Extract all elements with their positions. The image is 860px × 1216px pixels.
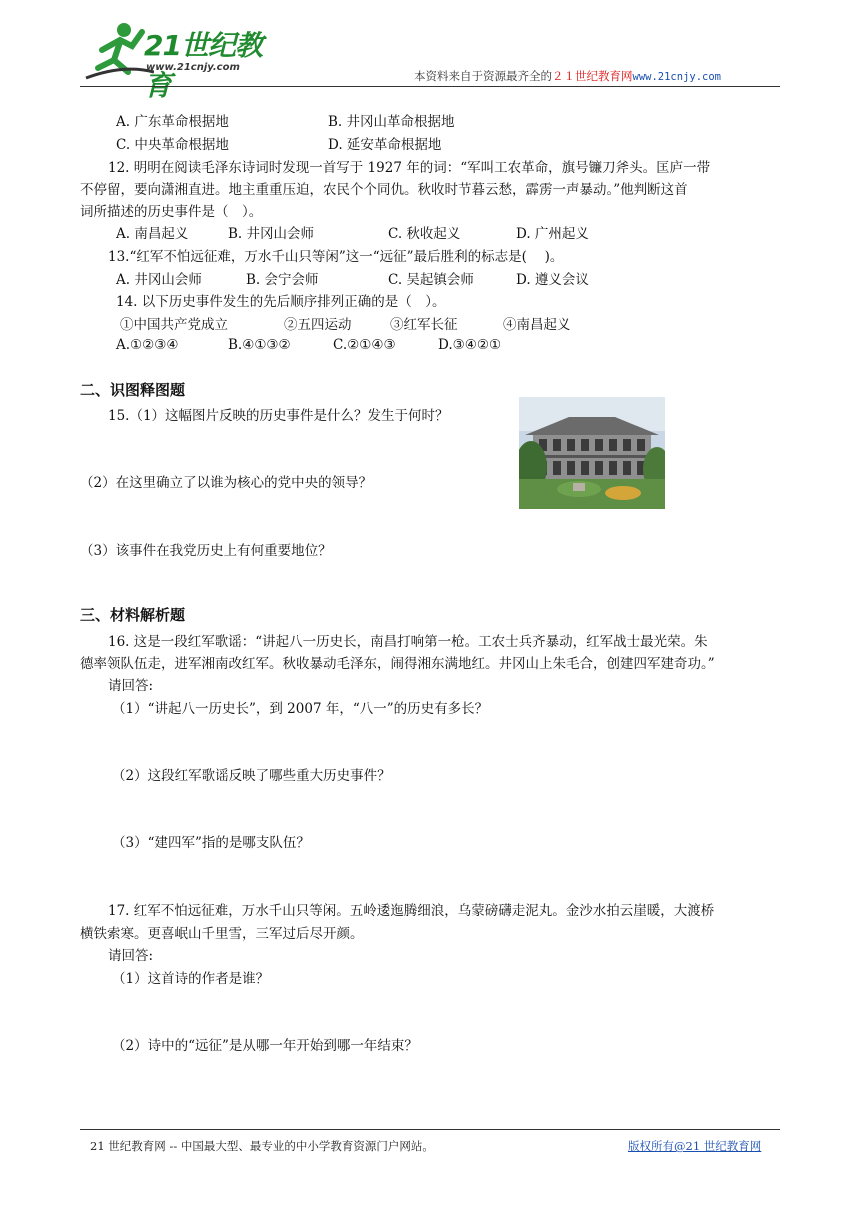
q14-option-b: B.④①③② [228, 337, 291, 353]
q14-option-c: C.②①④③ [333, 337, 396, 353]
q11-option-a: A. 广东革命根据地 [116, 114, 229, 130]
q12-option-d: D. 广州起义 [516, 226, 589, 242]
site-logo[interactable] [84, 20, 284, 102]
q12-stem-line3: 词所描述的历史事件是（ ）。 [80, 204, 263, 220]
q16-part3: （3）“建四军”指的是哪支队伍？ [112, 835, 310, 851]
q14-item-2: ②五四运动 [284, 317, 352, 333]
q15-part1: 15.（1）这幅图片反映的历史事件是什么？发生于何时？ [108, 408, 449, 424]
logo-url: www.21cnjy.com [146, 62, 240, 73]
q15-part3: （3）该事件在我党历史上有何重要地位？ [80, 543, 332, 559]
q11-option-c: C. 中央革命根据地 [116, 137, 229, 153]
q13-option-c: C. 吴起镇会师 [388, 272, 474, 288]
q16-part1: （1）“讲起八一历史长”，到 2007 年，“八一”的历史有多长？ [112, 701, 489, 717]
header-note-site: ２１世纪教育网 [552, 69, 633, 83]
footer-copyright-link[interactable]: 版权所有@21 世纪教育网 [628, 1139, 762, 1153]
q17-answer-prompt: 请回答: [108, 948, 154, 964]
q17-poem-line2: 横铁索寒。更喜岷山千里雪，三军过后尽开颜。 [80, 926, 364, 942]
section-2-heading: 二、识图释图题 [80, 381, 186, 399]
footer-rule [80, 1129, 780, 1130]
q12-stem-line1: 12. 明明在阅读毛泽东诗词时发现一首写于 1927 年的词：“军叫工农革命，旗号镰刀斧头。匡庐一带 [108, 160, 711, 176]
q16-answer-prompt: 请回答: [108, 678, 154, 694]
header-note-url[interactable]: www.21cnjy.com [632, 71, 722, 83]
q16-material-line1: 16. 这是一段红军歌谣：“讲起八一历史长，南昌打响第一枪。工农士兵齐暴动，红军战士最光荣。朱 [108, 634, 708, 650]
q11-option-b: B. 井冈山革命根据地 [328, 114, 455, 130]
q13-option-d: D. 遵义会议 [516, 272, 589, 288]
q13-option-b: B. 会宁会师 [246, 272, 319, 288]
header-note [414, 68, 721, 84]
q12-stem-line2: 不停留，要向潇湘直进。地主重重压迫，农民个个同仇。秋收时节暮云愁，霹雳一声暴动。”他判断这首 [80, 182, 688, 198]
logo-text: 21世纪教育 [144, 29, 262, 102]
q11-option-d: D. 延安革命根据地 [328, 137, 442, 153]
zunyi-building-photo [519, 397, 665, 509]
q12-option-b: B. 井冈山会师 [228, 226, 315, 242]
header-note-text: 本资料来自于资源最齐全的 [414, 69, 552, 83]
section-3-heading: 三、材料解析题 [80, 606, 186, 624]
q14-option-d: D.③④②① [438, 337, 502, 353]
q17-poem-line1: 17. 红军不怕远征难，万水千山只等闲。五岭逶迤腾细浪，乌蒙磅礴走泥丸。金沙水拍云崖暖，大渡桥 [108, 903, 715, 919]
q13-stem: 13.“红军不怕远征难，万水千山只等闲”这一“远征”最后胜利的标志是( )。 [108, 249, 564, 265]
q14-stem: 14. 以下历史事件发生的先后顺序排列正确的是（ ）。 [116, 294, 446, 310]
building-photo-icon [519, 397, 665, 509]
q16-part2: （2）这段红军歌谣反映了哪些重大历史事件？ [112, 768, 391, 784]
q17-part1: （1）这首诗的作者是谁？ [112, 971, 270, 987]
footer-tagline: 21 世纪教育网 -- 中国最大型、最专业的中小学教育资源门户网站。 [90, 1139, 434, 1153]
q17-part2: （2）诗中的“远征”是从哪一年开始到哪一年结束？ [112, 1038, 418, 1054]
q14-item-1: ①中国共产党成立 [120, 317, 228, 333]
q12-option-c: C. 秋收起义 [388, 226, 461, 242]
q14-item-3: ③红军长征 [390, 317, 458, 333]
q12-option-a: A. 南昌起义 [116, 226, 189, 242]
q14-option-a: A.①②③④ [116, 337, 179, 353]
q15-part2: （2）在这里确立了以谁为核心的党中央的领导？ [80, 475, 373, 491]
q16-material-line2: 德率领队伍走，进军湘南改红军。秋收暴动毛泽东，闹得湘东满地红。井冈山上朱毛合，创建四军建奇功。” [80, 656, 715, 672]
header-rule [80, 86, 780, 87]
q14-item-4: ④南昌起义 [503, 317, 571, 333]
q13-option-a: A. 井冈山会师 [116, 272, 202, 288]
